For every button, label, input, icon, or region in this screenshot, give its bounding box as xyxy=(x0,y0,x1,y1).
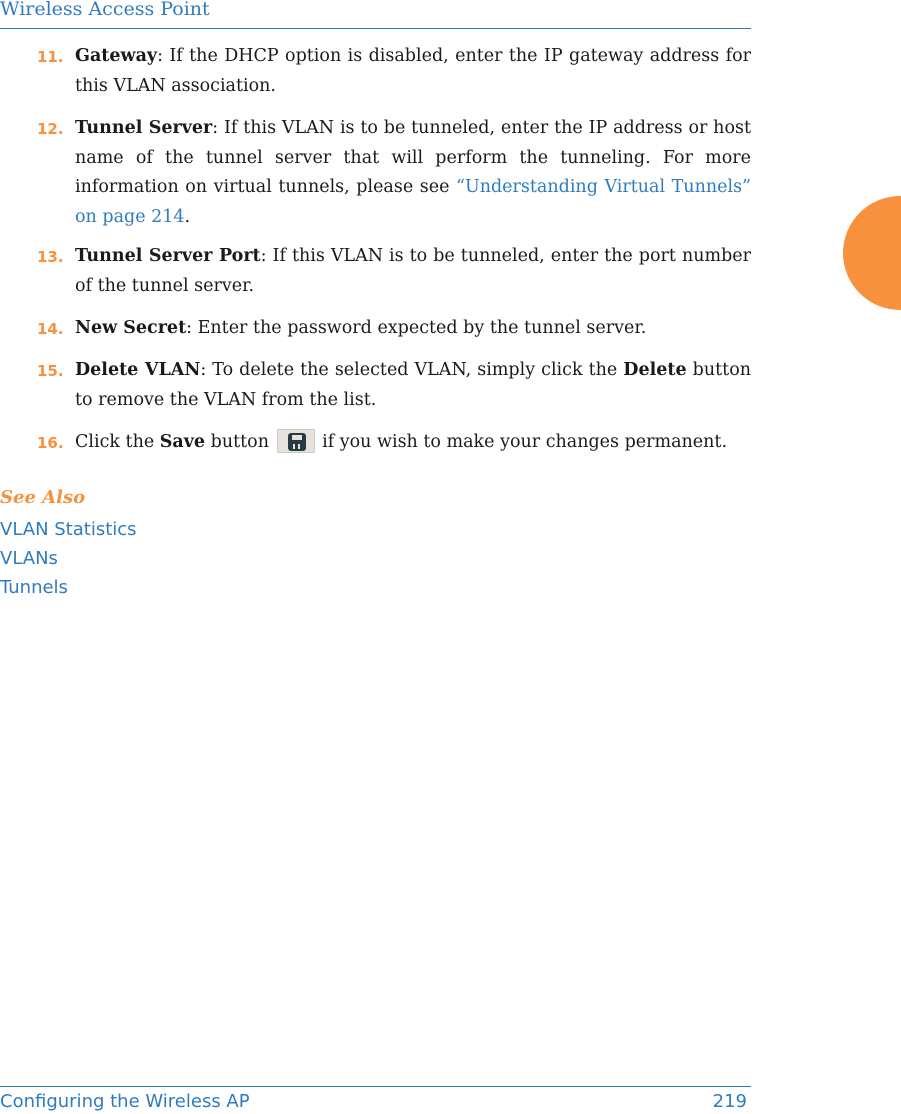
see-also-link-vlans[interactable]: VLANs xyxy=(0,548,58,569)
save-icon xyxy=(277,429,315,453)
delete-term: Delete xyxy=(623,360,687,380)
step-item xyxy=(37,242,751,301)
step-term: Gateway xyxy=(75,46,158,66)
step-text xyxy=(75,114,751,232)
page-header-title: Wireless Access Point xyxy=(0,0,210,20)
step-number: 14. xyxy=(37,320,64,338)
step-number: 12. xyxy=(37,120,64,138)
step-text xyxy=(75,242,751,301)
step-item xyxy=(37,114,751,232)
footer-section-title: Configuring the Wireless AP xyxy=(0,1091,250,1112)
step-item xyxy=(37,314,751,344)
step-description: : If this VLAN is to be tunneled, enter the IP address or host name of the tunnel server that will perform the tunneling. For more information on virtual tunnels, please see xyxy=(75,118,751,197)
step-number: 16. xyxy=(37,434,64,452)
step-number: 15. xyxy=(37,362,64,380)
step-item xyxy=(37,356,751,415)
step-number: 13. xyxy=(37,248,64,266)
step-term: Save xyxy=(159,432,206,452)
see-also-heading: See Also xyxy=(0,487,86,508)
cross-reference-link[interactable]: “Understanding Virtual Tunnels” on page 214 xyxy=(75,177,752,227)
step-tail: . xyxy=(184,206,191,227)
step-term: New Secret xyxy=(75,318,187,338)
header-rule xyxy=(0,28,751,29)
see-also-link-vlan-statistics[interactable]: VLAN Statistics xyxy=(0,519,137,540)
step-term: Tunnel Server Port xyxy=(75,246,261,266)
step-description: : To delete the selected VLAN, simply click the xyxy=(200,360,624,380)
page-number: 219 xyxy=(712,1091,747,1112)
step-mid: button xyxy=(205,432,275,452)
step-tail: if you wish to make your changes permanent. xyxy=(316,432,728,452)
step-term: Tunnel Server xyxy=(75,118,213,138)
step-tail: button to remove the VLAN from the list. xyxy=(75,360,751,410)
step-number: 11. xyxy=(37,48,64,66)
footer-rule xyxy=(0,1086,751,1087)
step-text xyxy=(75,42,751,101)
step-text xyxy=(75,428,751,458)
step-description: : Enter the password expected by the tunnel server. xyxy=(186,318,647,338)
step-description: : If this VLAN is to be tunneled, enter the port number of the tunnel server. xyxy=(75,246,752,296)
step-description: : If the DHCP option is disabled, enter the IP gateway address for this VLAN association. xyxy=(75,46,751,96)
step-text xyxy=(75,314,751,344)
step-item xyxy=(37,42,751,101)
chapter-tab-marker xyxy=(843,196,901,310)
step-term: Delete VLAN xyxy=(75,360,201,380)
step-text xyxy=(75,356,751,415)
see-also-link-tunnels[interactable]: Tunnels xyxy=(0,577,68,598)
step-pre: Click the xyxy=(75,432,160,452)
step-item xyxy=(37,428,751,458)
